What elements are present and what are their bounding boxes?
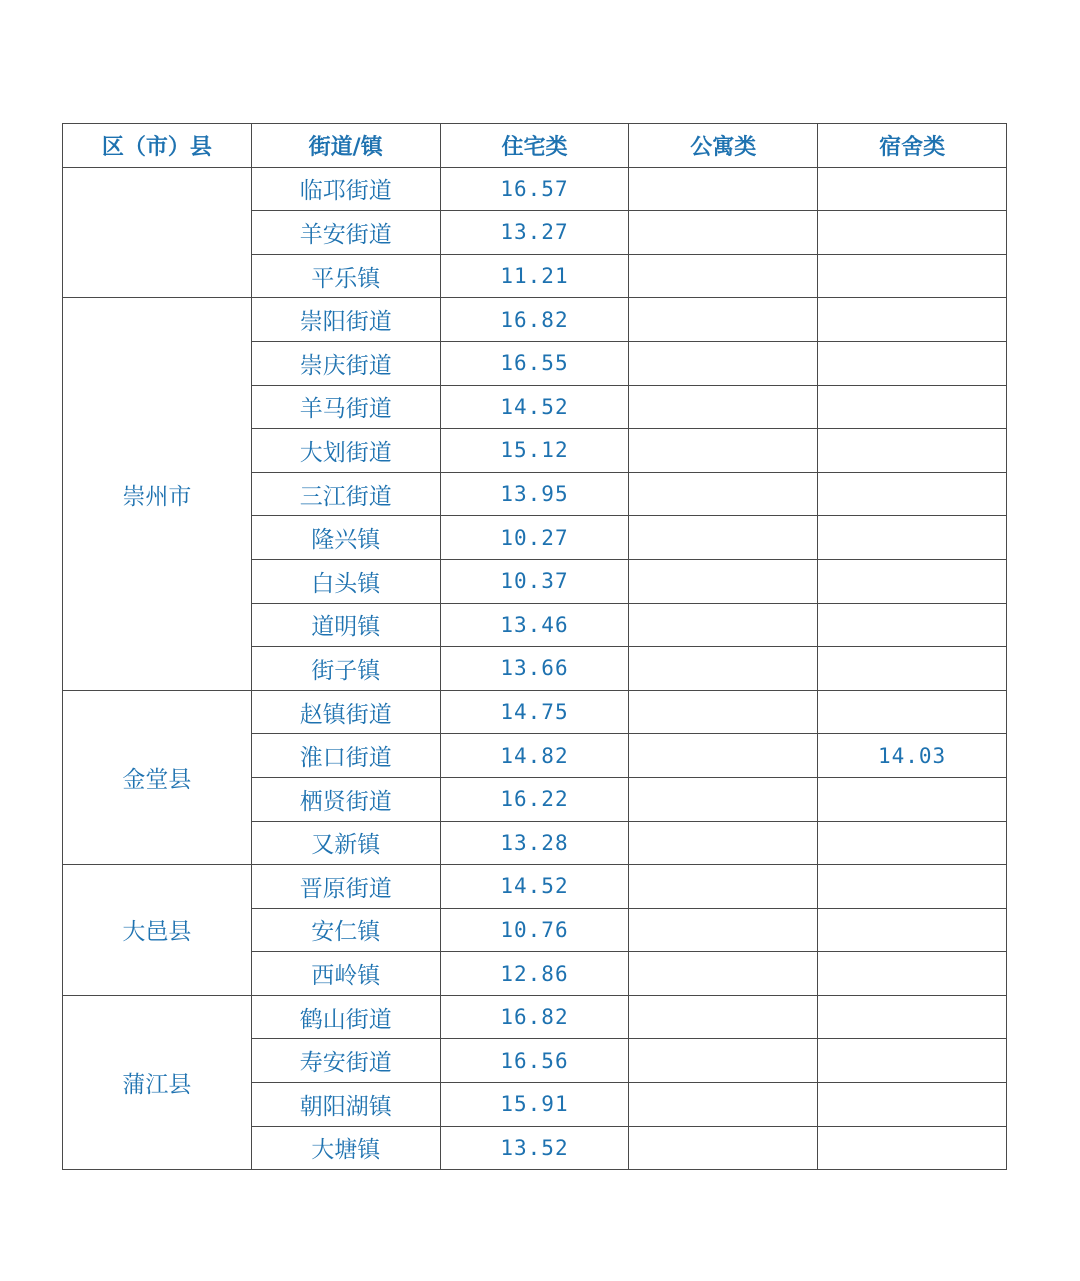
residential-cell: 16.82 [440, 298, 629, 342]
town-cell: 栖贤街道 [251, 777, 440, 821]
dormitory-cell [818, 429, 1007, 473]
residential-cell: 11.21 [440, 254, 629, 298]
dormitory-cell [818, 647, 1007, 691]
town-cell: 西岭镇 [251, 952, 440, 996]
price-table [62, 123, 1007, 1170]
town-cell: 崇庆街道 [251, 341, 440, 385]
dormitory-cell [818, 254, 1007, 298]
residential-cell: 14.52 [440, 865, 629, 909]
apartment-cell [629, 1039, 818, 1083]
apartment-cell [629, 559, 818, 603]
residential-cell: 13.52 [440, 1126, 629, 1170]
residential-cell: 13.46 [440, 603, 629, 647]
apartment-cell [629, 865, 818, 909]
apartment-cell [629, 254, 818, 298]
town-cell: 平乐镇 [251, 254, 440, 298]
table-body [63, 167, 1007, 1170]
town-cell: 道明镇 [251, 603, 440, 647]
table-row [63, 690, 1007, 734]
dormitory-cell [818, 472, 1007, 516]
town-cell: 街子镇 [251, 647, 440, 691]
table-row [63, 995, 1007, 1039]
town-cell: 崇阳街道 [251, 298, 440, 342]
town-cell: 鹤山街道 [251, 995, 440, 1039]
dormitory-cell [818, 995, 1007, 1039]
apartment-cell [629, 952, 818, 996]
residential-cell: 16.82 [440, 995, 629, 1039]
town-cell: 羊安街道 [251, 211, 440, 255]
residential-cell: 14.82 [440, 734, 629, 778]
dormitory-cell [818, 690, 1007, 734]
residential-cell: 15.12 [440, 429, 629, 473]
residential-cell: 14.52 [440, 385, 629, 429]
dormitory-cell [818, 821, 1007, 865]
apartment-cell [629, 298, 818, 342]
dormitory-cell [818, 1126, 1007, 1170]
town-cell: 安仁镇 [251, 908, 440, 952]
apartment-cell [629, 516, 818, 560]
town-cell: 又新镇 [251, 821, 440, 865]
price-table-container [62, 123, 1007, 1170]
town-cell: 临邛街道 [251, 167, 440, 211]
dormitory-cell [818, 559, 1007, 603]
dormitory-cell [818, 908, 1007, 952]
town-cell: 赵镇街道 [251, 690, 440, 734]
apartment-cell [629, 429, 818, 473]
dormitory-cell [818, 865, 1007, 909]
apartment-cell [629, 167, 818, 211]
town-cell: 淮口街道 [251, 734, 440, 778]
apartment-cell [629, 1083, 818, 1127]
residential-cell: 16.22 [440, 777, 629, 821]
apartment-cell [629, 908, 818, 952]
header-apartment: 公寓类 [629, 124, 818, 168]
dormitory-cell [818, 298, 1007, 342]
dormitory-cell [818, 211, 1007, 255]
town-cell: 三江街道 [251, 472, 440, 516]
dormitory-cell [818, 1039, 1007, 1083]
dormitory-cell [818, 167, 1007, 211]
dormitory-cell [818, 385, 1007, 429]
dormitory-cell [818, 777, 1007, 821]
residential-cell: 14.75 [440, 690, 629, 734]
town-cell: 晋原街道 [251, 865, 440, 909]
residential-cell: 13.27 [440, 211, 629, 255]
dormitory-cell [818, 952, 1007, 996]
town-cell: 大划街道 [251, 429, 440, 473]
apartment-cell [629, 341, 818, 385]
town-cell: 羊马街道 [251, 385, 440, 429]
apartment-cell [629, 1126, 818, 1170]
town-cell: 白头镇 [251, 559, 440, 603]
residential-cell: 10.76 [440, 908, 629, 952]
header-residential: 住宅类 [440, 124, 629, 168]
table-row [63, 865, 1007, 909]
apartment-cell [629, 995, 818, 1039]
residential-cell: 15.91 [440, 1083, 629, 1127]
district-cell: 大邑县 [63, 865, 252, 996]
dormitory-cell: 14.03 [818, 734, 1007, 778]
residential-cell: 12.86 [440, 952, 629, 996]
residential-cell: 13.28 [440, 821, 629, 865]
residential-cell: 13.66 [440, 647, 629, 691]
residential-cell: 16.55 [440, 341, 629, 385]
dormitory-cell [818, 603, 1007, 647]
apartment-cell [629, 647, 818, 691]
district-cell: 蒲江县 [63, 995, 252, 1169]
apartment-cell [629, 690, 818, 734]
district-cell: 崇州市 [63, 298, 252, 690]
header-row [63, 124, 1007, 168]
residential-cell: 10.27 [440, 516, 629, 560]
header-town: 街道/镇 [251, 124, 440, 168]
dormitory-cell [818, 341, 1007, 385]
dormitory-cell [818, 1083, 1007, 1127]
residential-cell: 16.57 [440, 167, 629, 211]
table-header [63, 124, 1007, 168]
apartment-cell [629, 603, 818, 647]
district-cell [63, 167, 252, 298]
residential-cell: 10.37 [440, 559, 629, 603]
town-cell: 朝阳湖镇 [251, 1083, 440, 1127]
district-cell: 金堂县 [63, 690, 252, 864]
apartment-cell [629, 777, 818, 821]
table-row [63, 298, 1007, 342]
apartment-cell [629, 385, 818, 429]
residential-cell: 16.56 [440, 1039, 629, 1083]
table-row [63, 167, 1007, 211]
apartment-cell [629, 734, 818, 778]
apartment-cell [629, 211, 818, 255]
header-district: 区（市）县 [63, 124, 252, 168]
apartment-cell [629, 821, 818, 865]
town-cell: 大塘镇 [251, 1126, 440, 1170]
apartment-cell [629, 472, 818, 516]
dormitory-cell [818, 516, 1007, 560]
town-cell: 寿安街道 [251, 1039, 440, 1083]
town-cell: 隆兴镇 [251, 516, 440, 560]
header-dormitory: 宿舍类 [818, 124, 1007, 168]
residential-cell: 13.95 [440, 472, 629, 516]
